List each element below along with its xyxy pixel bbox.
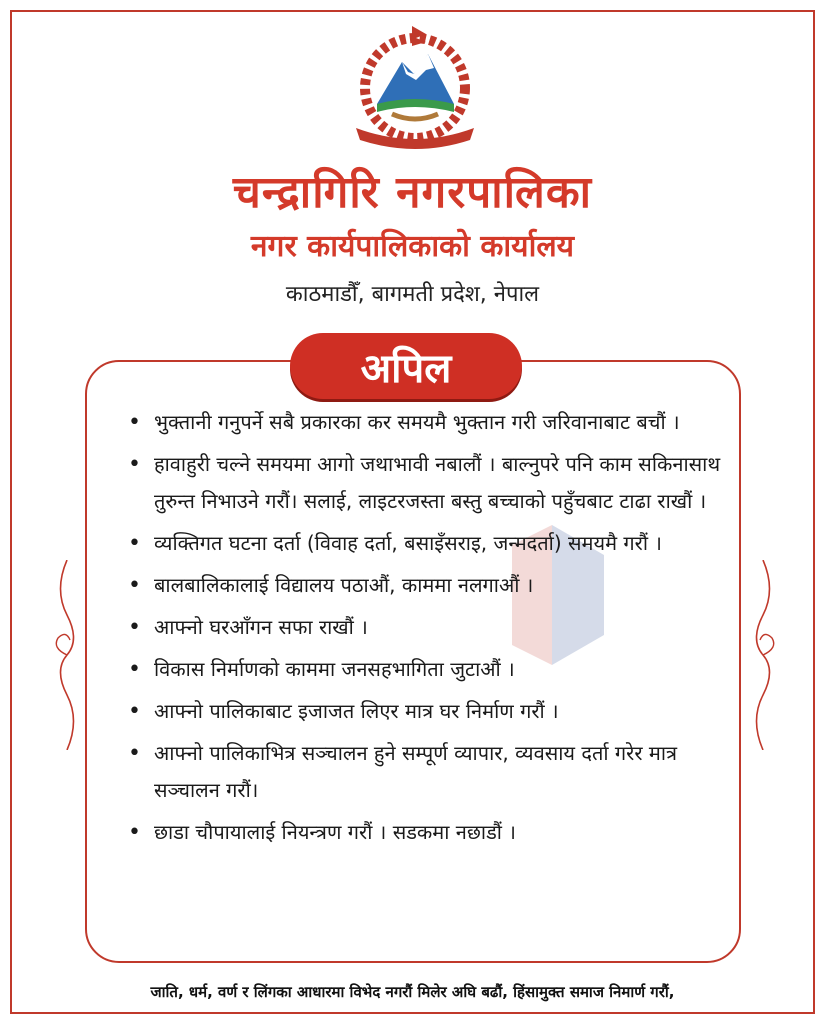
list-item: • विकास निर्माणको काममा जनसहभागिता जुटाऔं । [120,651,730,688]
list-item: • व्यक्तिगत घटना दर्ता (विवाह दर्ता, बसाइँसराइ, जन्मदर्ता) समयमै गरौं । [120,525,730,562]
appeal-badge: अपिल [290,333,522,399]
appeal-list [120,404,730,856]
office-subtitle: नगर कार्यपालिकाको कार्यालय [250,229,575,264]
nepal-emblem-icon [342,24,488,152]
footer-slogan: जाति, धर्म, वर्ण र लिंगका आधारमा विभेद नगरौं मिलेर अघि बढौं, हिंसामुक्त समाज निमार्ण गरौं, [150,983,675,1001]
list-item: • छाडा चौपायालाई नियन्त्रण गरौं । सडकमा नछाडौं । [120,814,730,851]
list-item: • आफ्नो पालिकाबाट इजाजत लिएर मात्र घर निर्माण गरौं । [120,693,730,730]
list-item: • आफ्नो पालिकाभित्र सञ्चालन हुने सम्पूर्ण व्यापार, व्यवसाय दर्ता गरेर मात्र सञ्चालन गरौं। [120,735,730,809]
address-line: काठमाडौँ, बागमती प्रदेश, नेपाल [285,282,540,307]
list-item: • बालबालिकालाई विद्यालय पठाऔं, काममा नलगाऔं । [120,567,730,604]
ornament-left-icon [52,560,82,750]
ornament-right-icon [748,560,778,750]
municipality-title: चन्द्रागिरि नगरपालिका [232,167,593,218]
list-item: • आफ्नो घरआँगन सफा राखौं । [120,609,730,646]
list-item: • हावाहुरी चल्ने समयमा आगो जथाभावी नबालौं । बाल्नुपरे पनि काम सकिनासाथ तुरुन्त निभाउने गरौं। सलाई, लाइटरजस्ता बस्तु बच्चाको पहुँचबाट टाढा राखौं । [120,446,730,520]
list-item: • भुक्तानी गनुपर्ने सबै प्रकारका कर समयमै भुक्तान गरी जरिवानाबाट बचौं । [120,404,730,441]
